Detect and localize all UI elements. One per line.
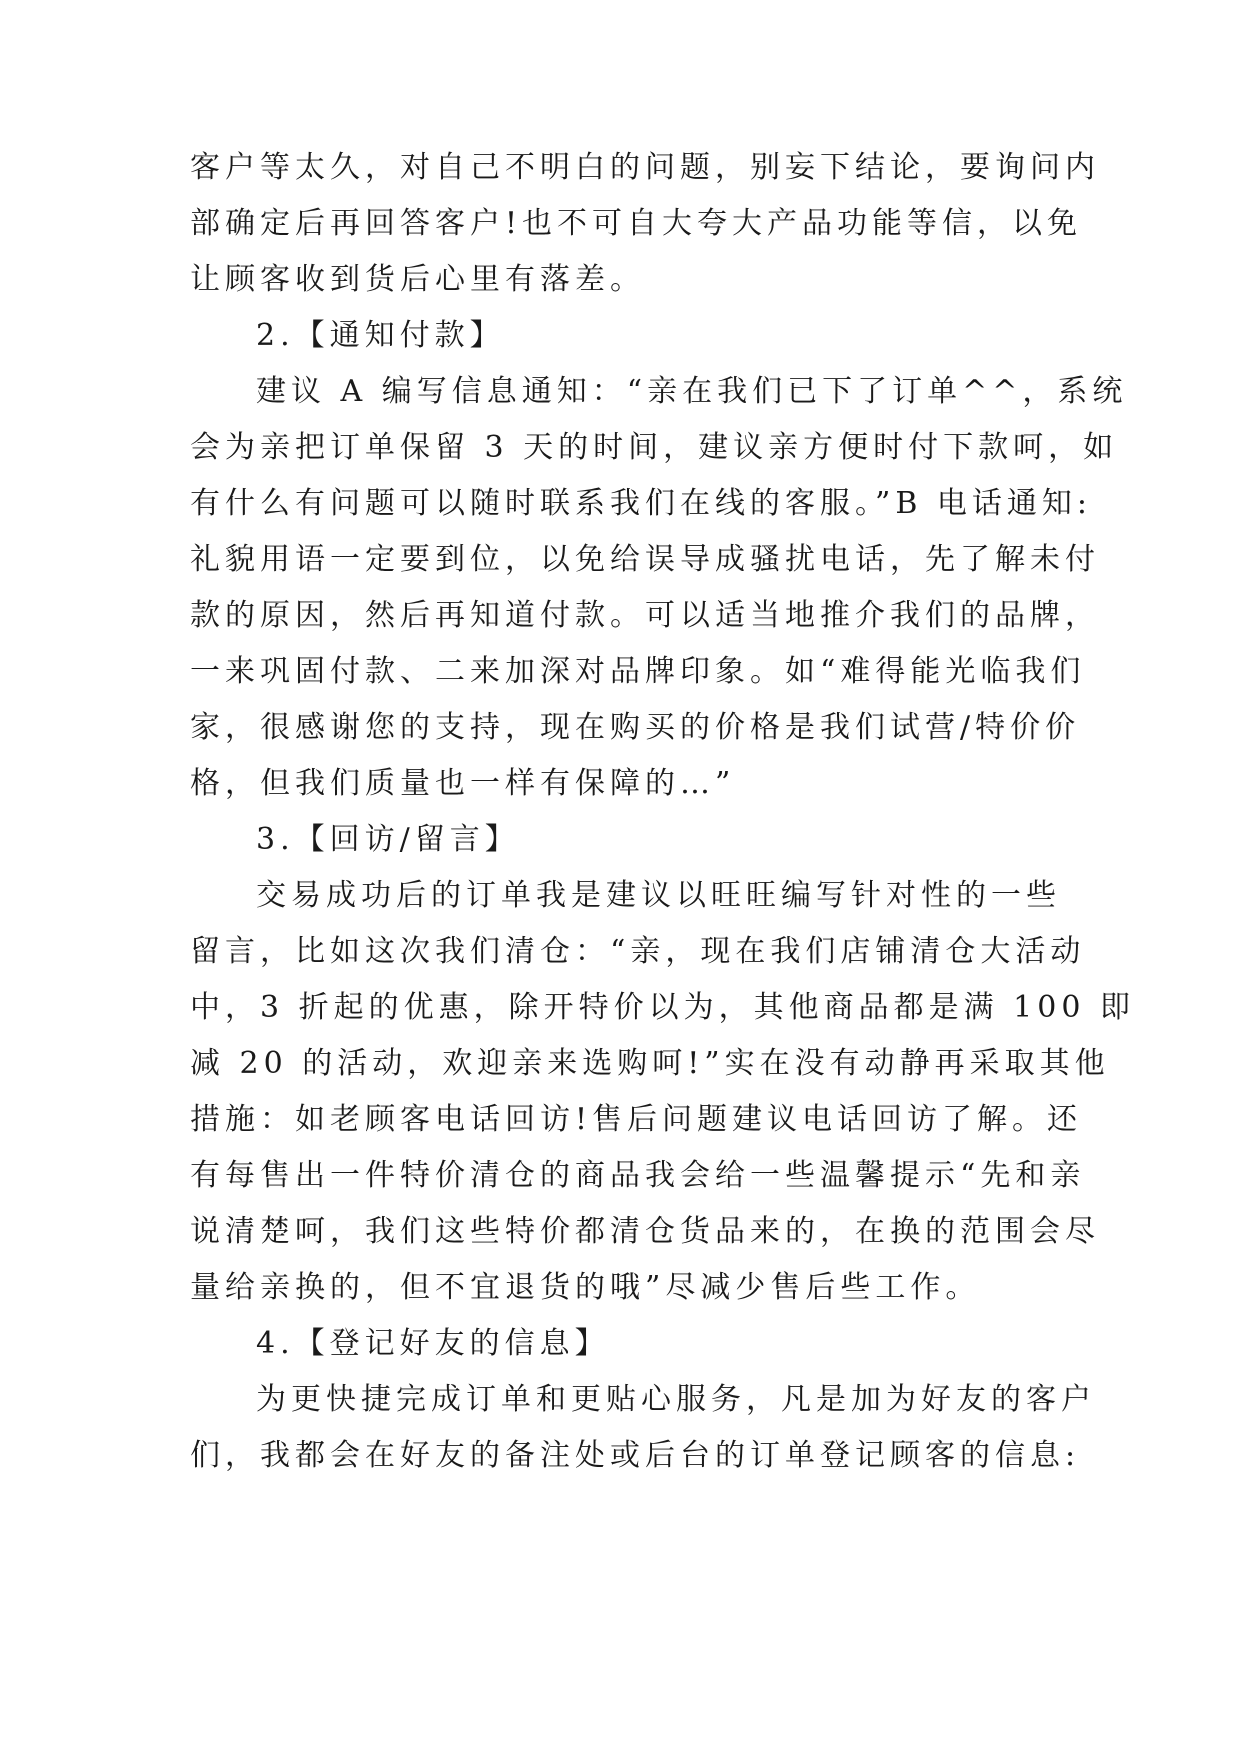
body-line: 量给亲换的，但不宜退货的哦”尽减少售后些工作。 [190,1270,981,1305]
section-heading: 2.【通知付款】 [256,318,505,353]
body-line: 有什么有问题可以随时联系我们在线的客服。”B 电话通知: [190,486,1093,521]
body-line: 家，很感谢您的支持，现在购买的价格是我们试营/特价价 [190,710,1081,745]
body-line: 中，3 折起的优惠，除开特价以为，其他商品都是满 100 即 [190,990,1135,1025]
body-line: 款的原因，然后再知道付款。可以适当地推介我们的品牌， [190,598,1100,633]
section-heading: 3.【回访/留言】 [256,822,520,857]
body-line: 会为亲把订单保留 3 天的时间，建议亲方便时付下款呵，如 [190,430,1119,465]
body-line: 有每售出一件特价清仓的商品我会给一些温馨提示“先和亲 [190,1158,1086,1193]
body-line: 格，但我们质量也一样有保障的…” [190,766,736,801]
body-line: 客户等太久，对自己不明白的问题，别妄下结论，要询问内 [190,150,1100,185]
body-line: 们，我都会在好友的备注处或后台的订单登记顾客的信息: [190,1438,1081,1473]
body-line: 一来巩固付款、二来加深对品牌印象。如“难得能光临我们 [190,654,1086,689]
body-line: 留言，比如这次我们清仓：“亲，现在我们店铺清仓大活动 [190,934,1086,969]
body-line: 建议 A 编写信息通知：“亲在我们已下了订单^^，系统 [256,374,1128,409]
body-line: 措施：如老顾客电话回访!售后问题建议电话回访了解。还 [190,1102,1083,1137]
body-line: 为更快捷完成订单和更贴心服务，凡是加为好友的客户 [256,1382,1096,1417]
section-heading: 4.【登记好友的信息】 [256,1326,610,1361]
body-line: 让顾客收到货后心里有落差。 [190,262,645,297]
body-line: 减 20 的活动，欢迎亲来选购呵!”实在没有动静再采取其他 [190,1046,1110,1081]
body-line: 交易成功后的订单我是建议以旺旺编写针对性的一些 [256,878,1061,913]
body-line: 礼貌用语一定要到位，以免给误导成骚扰电话，先了解未付 [190,542,1100,577]
body-line: 说清楚呵，我们这些特价都清仓货品来的，在换的范围会尽 [190,1214,1100,1249]
body-line: 部确定后再回答客户!也不可自大夸大产品功能等信，以免 [190,206,1083,241]
